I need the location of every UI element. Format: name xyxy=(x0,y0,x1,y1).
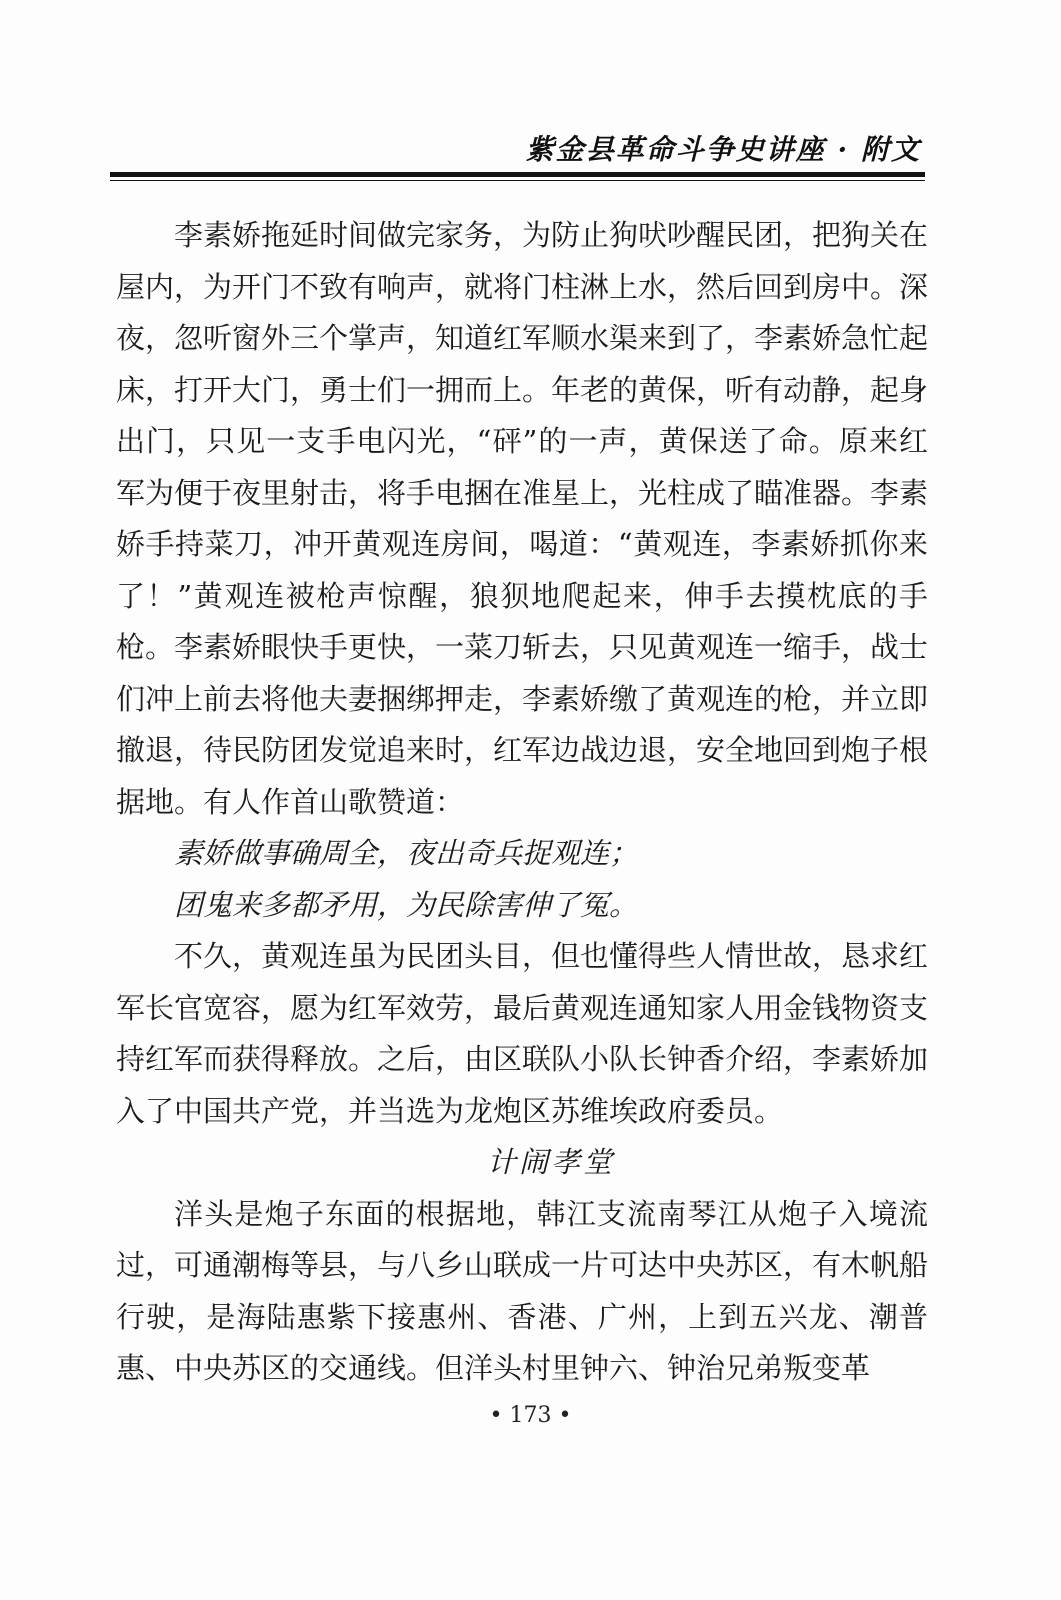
header-rule-thick xyxy=(110,172,925,177)
paragraph: 洋头是炮子东面的根据地，韩江支流南琴江从炮子入境流过，可通潮梅等县，与八乡山联成一片可达中央苏区，有木帆船行驶，是海陆惠紫下接惠州、香港、广州，上到五兴龙、潮普惠、中央苏区的交通线。但洋头村里钟六、钟治兄弟叛变革 xyxy=(116,1196,929,1385)
paragraph: 不久，黄观连虽为民团头目，但也懂得些人情世故，恳求红军长官宽容，愿为红军效劳，最后黄观连通知家人用金钱物资支持红军而获得释放。之后，由区联队小队长钟香介绍，李素娇加入了中国共产党，并当选为龙炮区苏维埃政府委员。 xyxy=(116,939,929,1128)
poem-line: 素娇做事确周全，夜出奇兵捉观连； xyxy=(174,836,639,870)
poem-line: 团鬼来多都矛用，为民除害伸了冤。 xyxy=(174,887,639,922)
paragraph: 李素娇拖延时间做完家务，为防止狗吠吵醒民团，把狗关在屋内，为开门不致有响声，就将门柱淋上水，然后回到房中。深夜，忽听窗外三个掌声，知道红军顺水渠来到了，李素娇急忙起床，打开大门，勇士们一拥而上。年老的黄保，听有动静，起身出门，只见一支手电闪光，“砰”的一声，黄保送了命。原来红军为便于夜里射击，将手电捆在准星上，光柱成了瞄准器。李素娇手持菜刀，冲开黄观连房间，喝道：“黄观连，李素娇抓你来了！”黄观连被枪声惊醒，狼狈地爬起来，伸手去摸枕底的手枪。李素娇眼快手更快，一菜刀斩去，只见黄观连一缩手，战士们冲上前去将他夫妻捆绑押走，李素娇缴了黄观连的枪，并立即撤退，待民防团发觉追来时，红军边战边退，安全地回到炮子根据地。有人作首山歌赞道： xyxy=(116,218,929,819)
body-text xyxy=(116,210,928,1395)
header-rule-thin xyxy=(110,180,925,181)
section-heading: 计闹孝堂 xyxy=(486,1145,615,1179)
page-number: • 173 • xyxy=(489,1403,572,1428)
running-header: 紫金县革命斗争史讲座 · 附文 xyxy=(525,133,921,166)
